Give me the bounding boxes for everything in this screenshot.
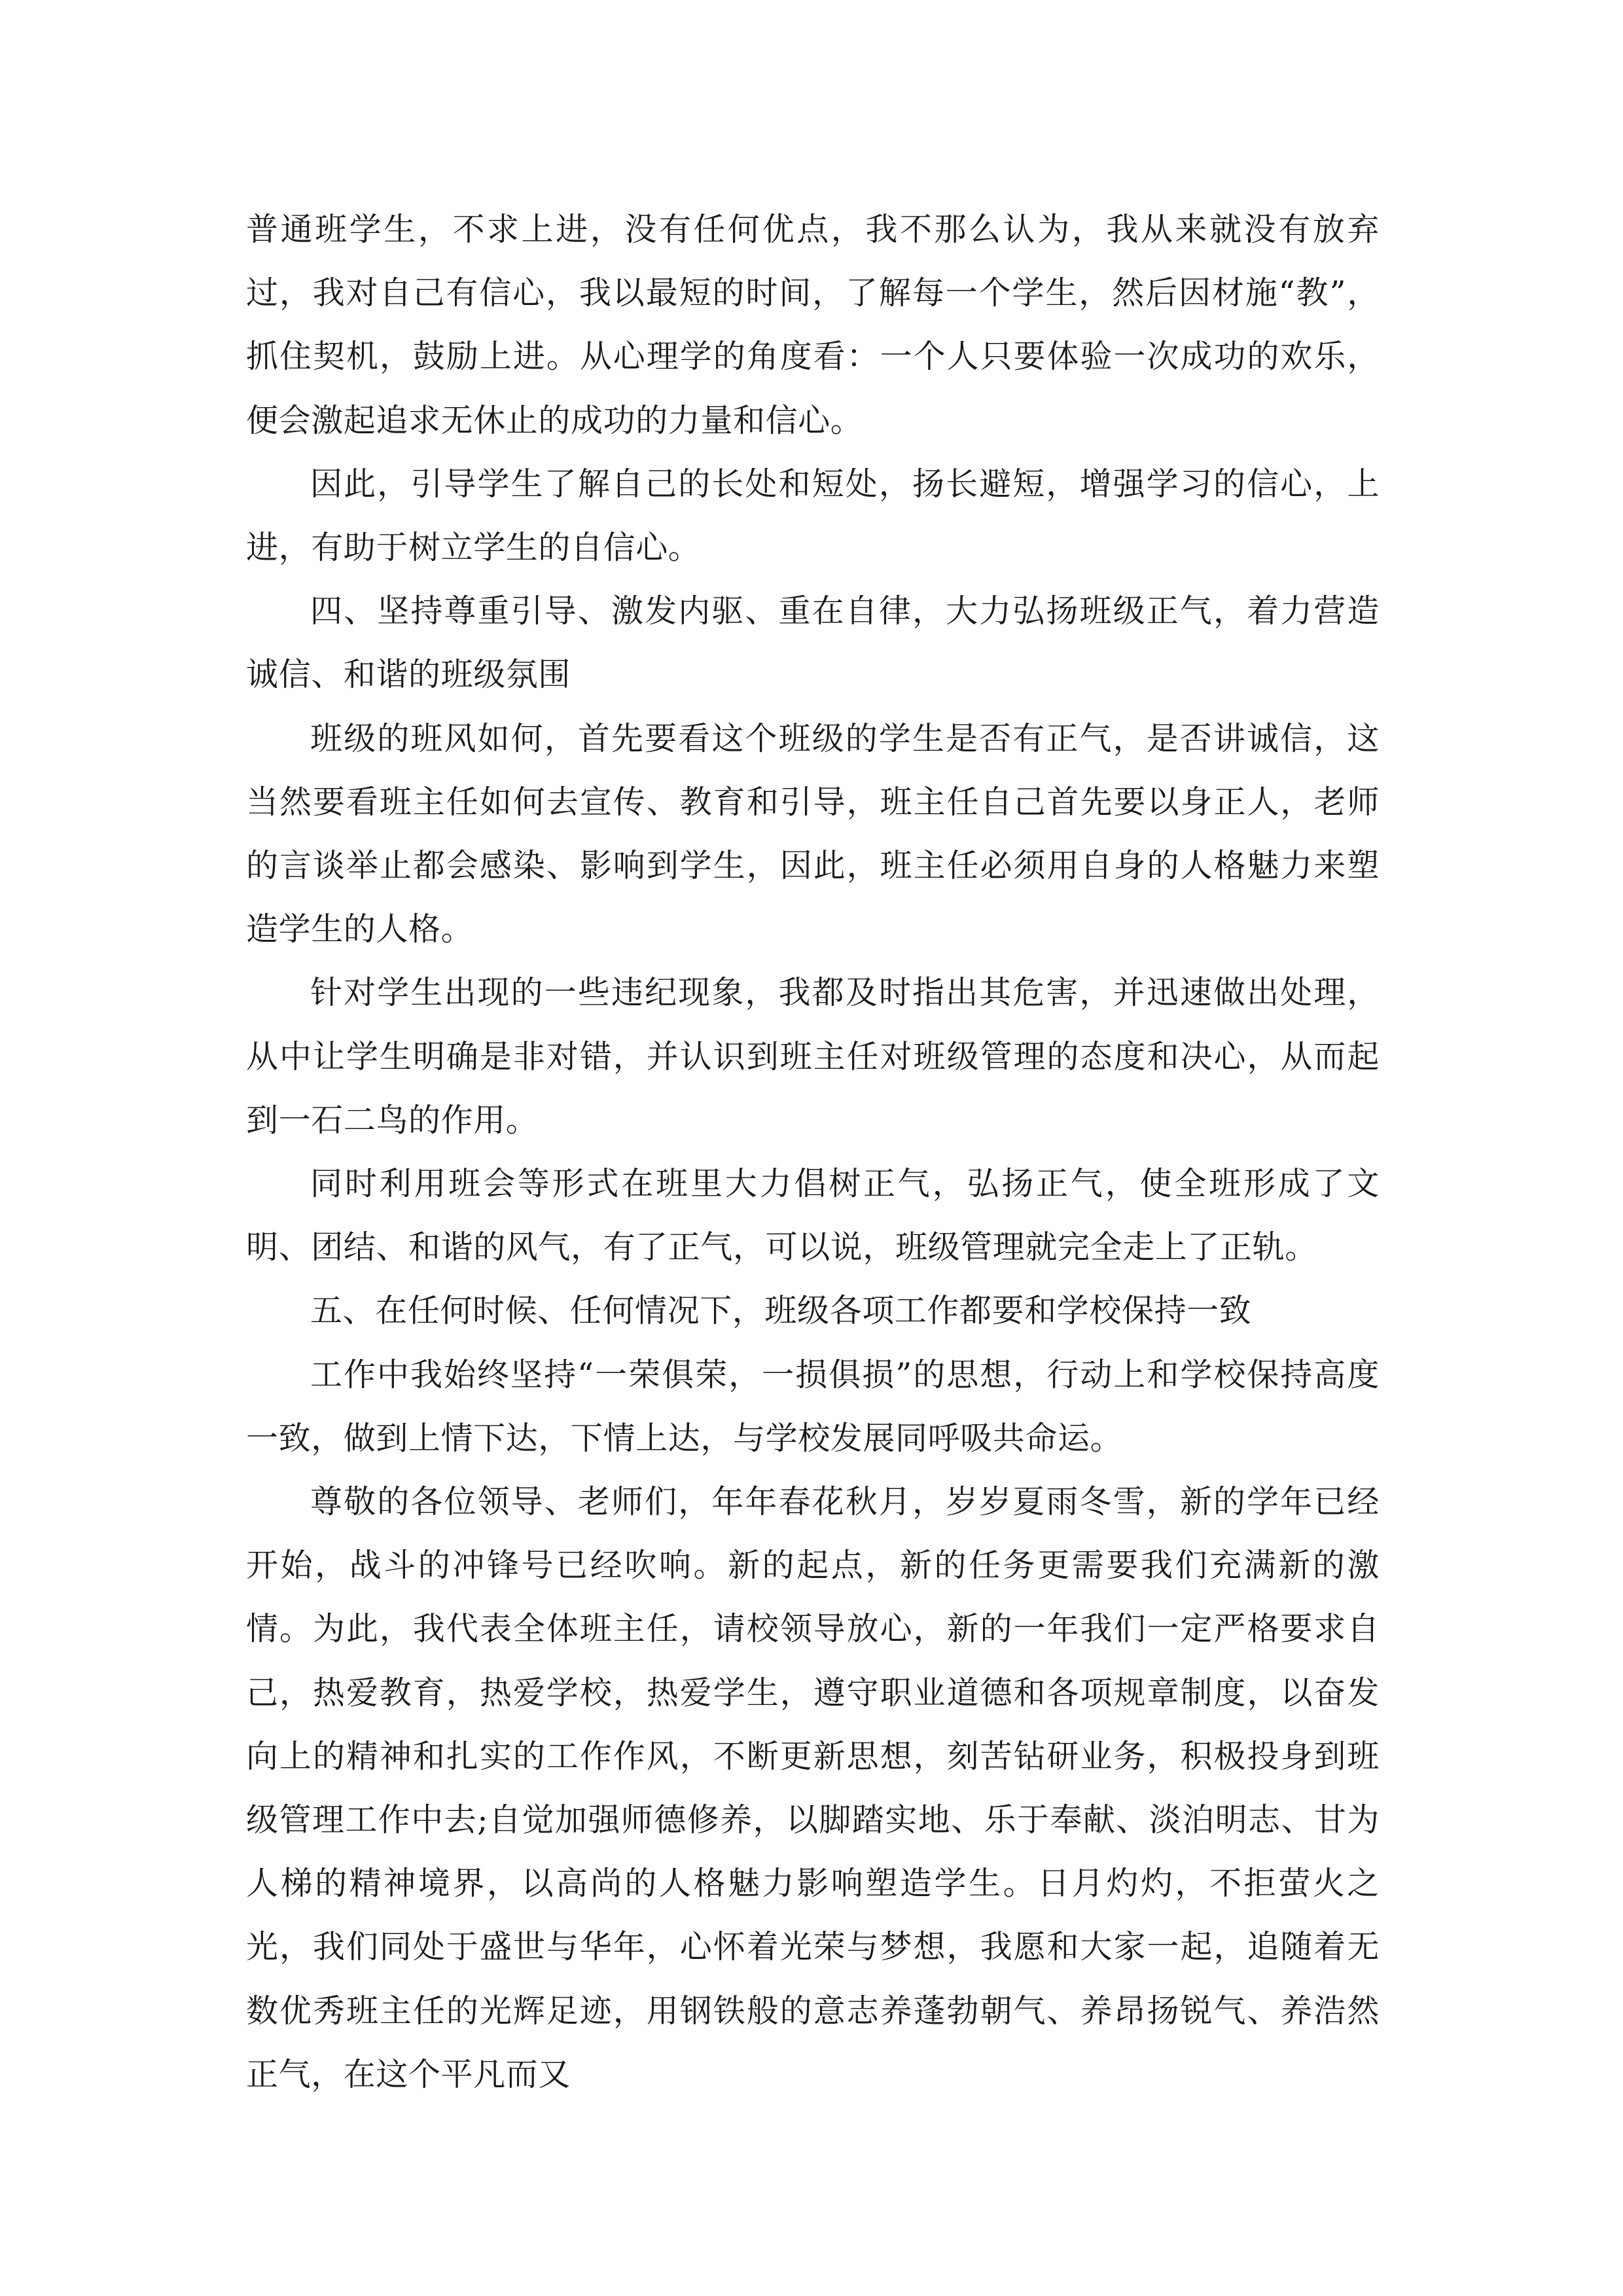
paragraph-7: 尊敬的各位领导、老师们，年年春花秋月，岁岁夏雨冬雪，新的学年已经开始，战斗的冲锋号已经吹响。新的起点，新的任务更需要我们充满新的激情。为此，我代表全体班主任，请校领导放心，新的一年我们一定严格要求自己，热爱教育，热爱学校，热爱学生，遵守职业道德和各项规章制度，以奋发向上的精神和扎实的工作作风，不断更新思想，刻苦钻研业务，积极投身到班级管理工作中去;自觉加强师德修养，以脚踏实地、乐于奉献、淡泊明志、甘为人梯的精神境界，以高尚的人格魅力影响塑造学生。日月灼灼，不拒萤火之光，我们同处于盛世与华年，心怀着光荣与梦想，我愿和大家一起，追随着无数优秀班主任的光辉足迹，用钢铁般的意志养蓬勃朝气、养昂扬锐气、养浩然正气，在这个平凡而又 [246,1483,1380,2093]
paragraph-5: 同时利用班会等形式在班里大力倡树正气，弘扬正气，使全班形成了文明、团结、和谐的风气，有了正气，可以说，班级管理就完全走上了正轨。 [246,1165,1380,1266]
body-text [246,198,1380,2106]
section-heading-4: 四、坚持尊重引导、激发内驱、重在自律，大力弘扬班级正气，着力营造诚信、和谐的班级氛围 [246,592,1380,694]
paragraph-6: 工作中我始终坚持“一荣俱荣，一损俱损”的思想，行动上和学校保持高度一致，做到上情下达，下情上达，与学校发展同呼吸共命运。 [246,1355,1380,1457]
section-heading-5: 五、在任何时候、任何情况下，班级各项工作都要和学校保持一致 [310,1292,1252,1330]
paragraph-2: 因此，引导学生了解自己的长处和短处，扬长避短，增强学习的信心，上进，有助于树立学生的自信心。 [246,465,1380,567]
paragraph-4: 针对学生出现的一些违纪现象，我都及时指出其危害，并迅速做出处理，从中让学生明确是非对错，并认识到班主任对班级管理的态度和决心，从而起到一石二鸟的作用。 [246,974,1380,1139]
paragraph-1: 普通班学生，不求上进，没有任何优点，我不那么认为，我从来就没有放弃过，我对自己有信心，我以最短的时间，了解每一个学生，然后因材施“教”，抓住契机，鼓励上进。从心理学的角度看：一个人只要体验一次成功的欢乐，便会激起追求无休止的成功的力量和信心。 [246,211,1380,439]
paragraph-3: 班级的班风如何，首先要看这个班级的学生是否有正气，是否讲诚信，这当然要看班主任如何去宣传、教育和引导，班主任自己首先要以身正人，老师的言谈举止都会感染、影响到学生，因此，班主任必须用自身的人格魅力来塑造学生的人格。 [246,719,1380,948]
